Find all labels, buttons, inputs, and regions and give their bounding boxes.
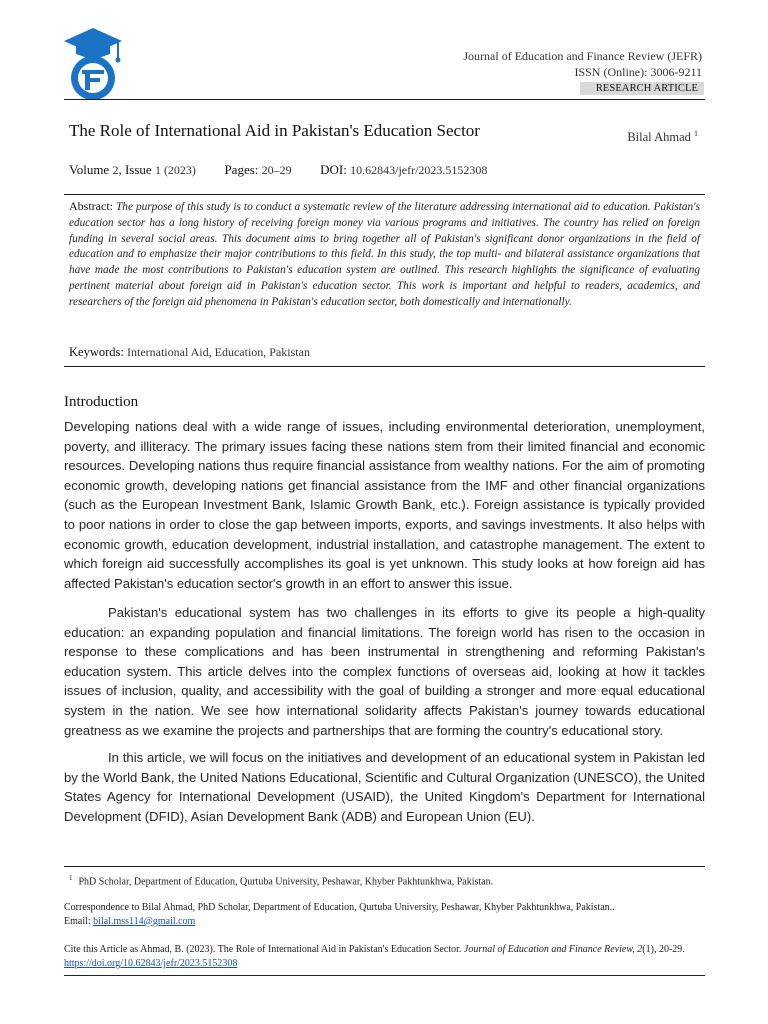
issn: ISSN (Online): 3006-9211 xyxy=(574,65,702,79)
footnote-mark: 1 xyxy=(69,874,73,882)
paragraph-1-text: Developing nations deal with a wide range of issues, including environmental deterioration, unemployment, poverty, and illiteracy. The primary issues facing these nations stem from their limited financial and economic resources. Developing nations thus require financial assistance from wealthy nations. For the aim of promoting economic growth, developing nations get financial assistance from the IMF and other financial organizations (such as the European Investment Bank, Islamic Growth Bank, etc.). Foreign assistance is typically provided to poor nations in order to close the gap between imports, exports, and savings investments. It also helps with economic growth, education development, industrial installation, and catastrophe management. The extent to which foreign aid successfully accomplishes its goal is yet unknown. This study looks at how foreign aid has affected Pakistan's education sector's growth in an effort to answer this issue. xyxy=(64,419,705,591)
correspondence-label: Correspondence to xyxy=(64,902,140,913)
email-label: Email: xyxy=(64,916,91,927)
journal-header xyxy=(463,48,702,80)
citation-volume: 2 xyxy=(637,944,643,955)
citation-journal: Journal of Education and Finance Review, xyxy=(463,944,635,955)
journal-logo xyxy=(60,24,126,104)
journal-name: Journal of Education and Finance Review (JEFR) xyxy=(463,49,702,63)
author-footnote-mark: 1 xyxy=(694,129,698,138)
paragraph-3 xyxy=(64,748,705,826)
paragraph-3-text: In this article, we will focus on the initiatives and development of an educational system in Pakistan led by the World Bank, the United Nations Educational, Scientific and Cultural Organization (UNESCO), the United States Agency for International Development (USAID), the United Kingdom's Department for International Development (DFID), Asian Development Bank (ADB) and European Union (EU). xyxy=(64,750,705,824)
footnote xyxy=(69,874,493,887)
abstract-text: The purpose of this study is to conduct a systematic review of the literature addressing international aid to education. Pakistan's education sector has a long history of receiving foreign money via various programs and initiatives. The country has relied on foreign funding in several social areas. This document aims to bring together all of Pakistan's significant donor organizations in the field of education and to emphasize their major contributions to this field. In this study, the top multi- and bilateral assistance organizations that have made the most contributions to Pakistan's education system are outlined. This research highlights the significance of evaluating pertinent material about foreign aid in Pakistan's education sector. This work is important and helpful to readers, academics, and researchers of the foreign aid phenomena in Pakistan's education sector, both domestically and internationally. xyxy=(69,201,700,308)
footnote-rule xyxy=(64,866,705,867)
keywords-label: Keywords: xyxy=(69,345,124,359)
author-name: Bilal Ahmad xyxy=(627,130,691,145)
pages-label: Pages: xyxy=(224,162,259,177)
volume-value: 2 xyxy=(112,163,119,177)
keywords xyxy=(69,345,310,360)
pages-value: 20–29 xyxy=(261,163,292,177)
citation-text: Ahmad, B. (2023). The Role of International Aid in Pakistan's Education Sector. xyxy=(140,944,462,955)
citation-label: Cite this Article as xyxy=(64,944,139,955)
keywords-value: International Aid, Education, Pakistan xyxy=(126,345,310,359)
volume-label: Volume xyxy=(69,162,110,177)
issue-label: Issue xyxy=(124,162,152,177)
citation-doi-link[interactable]: https://doi.org/10.62843/jefr/2023.5152308 xyxy=(64,958,238,969)
footer-bottom-rule xyxy=(64,975,705,976)
abstract-label: Abstract: xyxy=(69,199,113,213)
abstract-top-rule xyxy=(64,194,705,195)
abstract xyxy=(69,199,700,311)
doi-label: DOI: xyxy=(320,162,347,177)
author xyxy=(627,129,698,145)
correspondence xyxy=(64,901,705,929)
footnote-text: PhD Scholar, Department of Education, Qurtuba University, Peshawar, Khyber Pakhtunkhwa, Pakistan. xyxy=(78,876,494,888)
paragraph-2-text: Pakistan's educational system has two challenges in its efforts to give its people a high-quality education: an expanding population and financial limitations. The foreign world has risen to the occasion in response to these complications and has been instrumental in strengthening and reforming Pakistan's education system. This article delves into the complex functions of overseas aid, looking at how it tackles issues of inclusion, quality, and accessibility with the goal of building a stronger and more equal educational system in the nation. We see how international solidarity affects Pakistan's journey towards educational greatness as we examine the projects and partnerships that are forming the country's educational story. xyxy=(64,605,705,738)
issue-value: 1 (2023) xyxy=(154,163,196,177)
header-rule xyxy=(64,99,705,100)
section-heading-introduction: Introduction xyxy=(64,394,139,410)
citation-issue-pages: (1), 20-29. xyxy=(642,944,685,955)
paragraph-1 xyxy=(64,417,705,593)
email-link[interactable]: bilal.mss114@gmail.com xyxy=(93,916,196,927)
paragraph-2 xyxy=(64,603,705,740)
keywords-bottom-rule xyxy=(64,366,705,367)
correspondence-text: Bilal Ahmad, PhD Scholar, Department of Education, Qurtuba University, Peshawar, Khyber Pakhtunkhwa, Pakistan.. xyxy=(141,902,615,913)
article-type-badge: RESEARCH ARTICLE xyxy=(580,82,704,95)
citation xyxy=(64,943,705,971)
doi-value[interactable]: 10.62843/jefr/2023.5152308 xyxy=(350,163,488,177)
article-title: The Role of International Aid in Pakistan's Education Sector xyxy=(69,121,480,140)
article-meta: Volume 2, Issue 1 (2023) Pages: 20–29 DOI: 10.62843/jefr/2023.5152308 xyxy=(69,162,488,177)
